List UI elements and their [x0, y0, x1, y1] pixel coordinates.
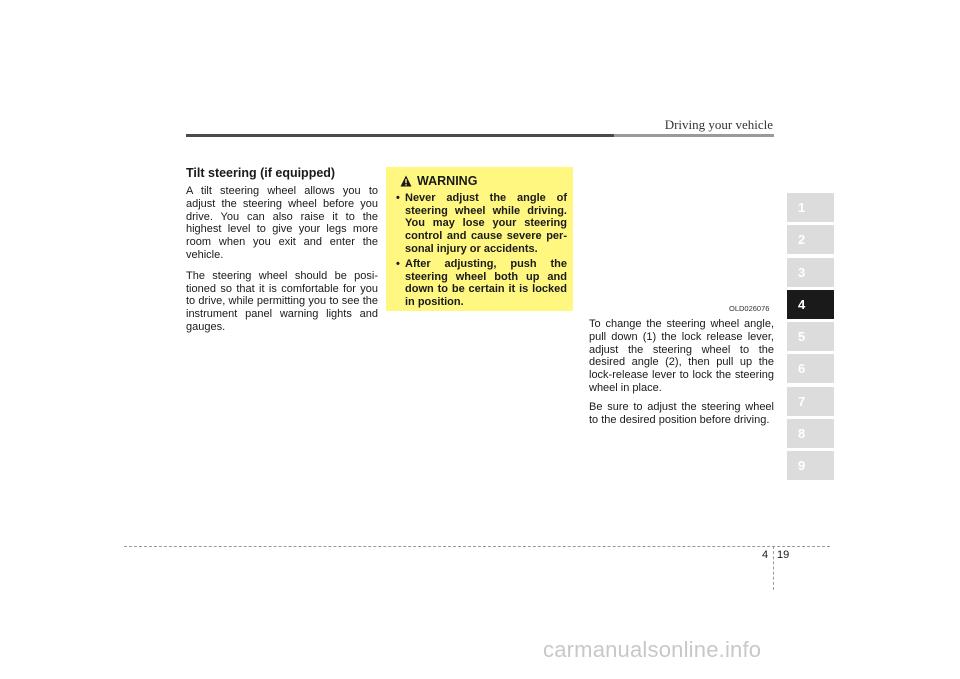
watermark-text: carmanualsonline.info — [543, 637, 762, 662]
header-rule — [186, 134, 774, 137]
warning-header — [400, 175, 567, 188]
paragraph: Be sure to adjust the steering wheel to the desired position before driving. — [589, 400, 774, 426]
chapter-tab-1[interactable]: 1 — [787, 193, 834, 222]
chapter-tab-3[interactable]: 3 — [787, 258, 834, 287]
right-column — [589, 318, 774, 432]
chapter-tab-6[interactable]: 6 — [787, 354, 834, 383]
chapter-tab-2[interactable]: 2 — [787, 225, 834, 254]
section-title: Tilt steering (if equipped) — [186, 166, 336, 180]
paragraph: To change the steering wheel angle, pull down (1) the lock release lever, adjust the steering wheel to the desired angle (2), then pull up the lock-release lever to lock the steering wheel in place. — [589, 318, 774, 394]
chapter-tab-5[interactable]: 5 — [787, 322, 834, 351]
warning-list — [394, 192, 567, 309]
chapter-tabs — [787, 193, 834, 484]
chapter-tab-7[interactable]: 7 — [787, 387, 834, 416]
warning-box — [386, 167, 573, 311]
chapter-tab-9[interactable]: 9 — [787, 451, 834, 480]
footer-divider — [773, 546, 774, 590]
warning-item: • After adjusting, push the steering wheel both up and down to be certain it is locked in position. — [394, 258, 567, 309]
paragraph: The steering wheel should be posi-tioned so that it is comfortable for you to drive, while permitting you to see the instrument panel warning lights and gauges. — [186, 269, 378, 333]
figure-code: OLD026076 — [729, 304, 770, 313]
page-chapter-number: 4 — [762, 549, 769, 561]
warning-triangle-icon — [400, 175, 412, 187]
page-number: 19 — [777, 549, 790, 561]
paragraph: A tilt steering wheel allows you to adjust the steering wheel before you drive. You can also raise it to the highest level to give your legs more room when you exit and enter the vehicle. — [186, 185, 378, 261]
chapter-tab-4[interactable]: 4 — [787, 290, 834, 319]
warning-title: WARNING — [417, 174, 478, 188]
section-header-title: Driving your vehicle — [664, 117, 773, 132]
footer-rule — [124, 546, 830, 547]
chapter-tab-8[interactable]: 8 — [787, 419, 834, 448]
warning-item: • Never adjust the angle of steering wheel while driving. You may lose your steering control and cause severe per-sonal injury or accidents. — [394, 192, 567, 256]
left-column — [186, 185, 378, 342]
